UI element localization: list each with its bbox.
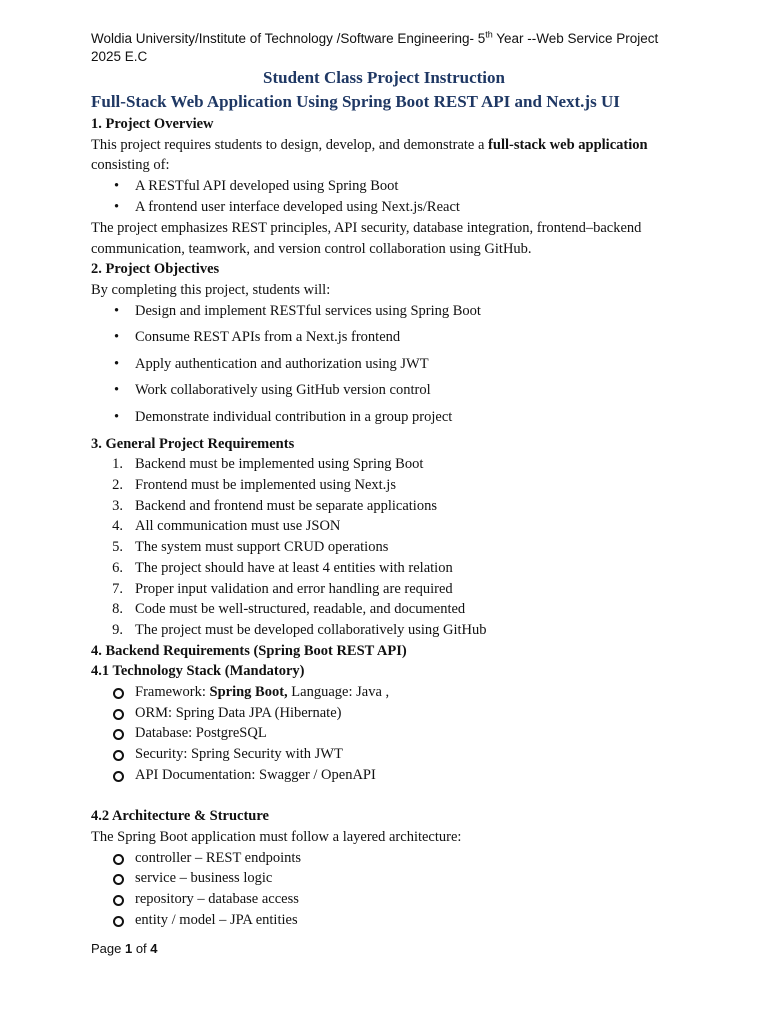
list-item: repository – database access bbox=[135, 891, 299, 907]
list-number: 8. bbox=[112, 601, 123, 617]
page-header-line2: 2025 E.C bbox=[91, 49, 148, 64]
list-item: Backend must be implemented using Spring Boot bbox=[135, 456, 424, 472]
bullet-dot: • bbox=[114, 178, 120, 194]
bullet-dot: • bbox=[114, 303, 120, 319]
bullet-dot: • bbox=[114, 329, 120, 345]
list-item: Code must be well-structured, readable, and documented bbox=[135, 601, 466, 617]
section-1-paragraph-line2: communication, teamwork, and version control collaboration using GitHub. bbox=[91, 241, 532, 257]
section-4-2-intro: The Spring Boot application must follow a layered architecture: bbox=[91, 829, 462, 845]
circle-bullet-icon bbox=[113, 771, 124, 782]
list-item: service – business logic bbox=[135, 870, 273, 886]
circle-bullet-icon bbox=[113, 709, 124, 720]
list-item: Frontend must be implemented using Next.js bbox=[135, 477, 396, 493]
list-item: Proper input validation and error handling are required bbox=[135, 581, 453, 597]
list-item: All communication must use JSON bbox=[135, 518, 341, 534]
list-item: Framework: Spring Boot, Language: Java , bbox=[135, 684, 390, 700]
circle-bullet-icon bbox=[113, 874, 124, 885]
list-number: 4. bbox=[112, 518, 123, 534]
list-item: entity / model – JPA entities bbox=[135, 912, 298, 928]
list-item: The project should have at least 4 entities with relation bbox=[135, 560, 453, 576]
list-item: ORM: Spring Data JPA (Hibernate) bbox=[135, 705, 342, 721]
list-item: A RESTful API developed using Spring Boot bbox=[135, 178, 399, 194]
section-2-intro: By completing this project, students will: bbox=[91, 282, 331, 298]
list-number: 2. bbox=[112, 477, 123, 493]
section-1-heading: 1. Project Overview bbox=[91, 116, 214, 132]
section-1-paragraph-line1: The project emphasizes REST principles, API security, database integration, frontend–backend bbox=[91, 220, 642, 236]
section-3-heading: 3. General Project Requirements bbox=[91, 436, 295, 452]
list-item: The system must support CRUD operations bbox=[135, 539, 389, 555]
list-item: Work collaboratively using GitHub version control bbox=[135, 382, 431, 398]
circle-bullet-icon bbox=[113, 729, 124, 740]
list-number: 7. bbox=[112, 581, 123, 597]
list-item: Consume REST APIs from a Next.js frontend bbox=[135, 329, 401, 345]
list-number: 5. bbox=[112, 539, 123, 555]
list-number: 9. bbox=[112, 622, 123, 638]
circle-bullet-icon bbox=[113, 688, 124, 699]
list-item: The project must be developed collaboratively using GitHub bbox=[135, 622, 487, 638]
circle-bullet-icon bbox=[113, 854, 124, 865]
list-item: API Documentation: Swagger / OpenAPI bbox=[135, 767, 376, 783]
list-item: A frontend user interface developed using Next.js/React bbox=[135, 199, 460, 215]
list-item: Apply authentication and authorization using JWT bbox=[135, 356, 429, 372]
bullet-dot: • bbox=[114, 409, 120, 425]
section-1-intro-line2: consisting of: bbox=[91, 157, 170, 173]
list-number: 3. bbox=[112, 498, 123, 514]
list-item: Design and implement RESTful services using Spring Boot bbox=[135, 303, 481, 319]
section-4-heading: 4. Backend Requirements (Spring Boot REST API) bbox=[91, 643, 407, 659]
circle-bullet-icon bbox=[113, 750, 124, 761]
section-4-2-heading: 4.2 Architecture & Structure bbox=[91, 808, 269, 824]
list-item: Security: Spring Security with JWT bbox=[135, 746, 343, 762]
document-subtitle: Full-Stack Web Application Using Spring Boot REST API and Next.js UI bbox=[91, 92, 620, 111]
circle-bullet-icon bbox=[113, 916, 124, 927]
circle-bullet-icon bbox=[113, 895, 124, 906]
list-item: Database: PostgreSQL bbox=[135, 725, 267, 741]
list-number: 6. bbox=[112, 560, 123, 576]
section-1-intro-line1: This project requires students to design, develop, and demonstrate a full-stack web application bbox=[91, 137, 648, 153]
section-2-heading: 2. Project Objectives bbox=[91, 261, 220, 277]
bullet-dot: • bbox=[114, 199, 120, 215]
bullet-dot: • bbox=[114, 356, 120, 372]
page-footer: Page 1 of 4 bbox=[91, 941, 158, 956]
list-item: Demonstrate individual contribution in a group project bbox=[135, 409, 453, 425]
list-item: controller – REST endpoints bbox=[135, 850, 302, 866]
list-number: 1. bbox=[112, 456, 123, 472]
page-header-line1: Woldia University/Institute of Technology /Software Engineering- 5th Year --Web Service Project bbox=[91, 29, 659, 46]
bullet-dot: • bbox=[114, 382, 120, 398]
document-title: Student Class Project Instruction bbox=[263, 68, 505, 87]
section-4-1-heading: 4.1 Technology Stack (Mandatory) bbox=[91, 663, 305, 679]
list-item: Backend and frontend must be separate applications bbox=[135, 498, 437, 514]
